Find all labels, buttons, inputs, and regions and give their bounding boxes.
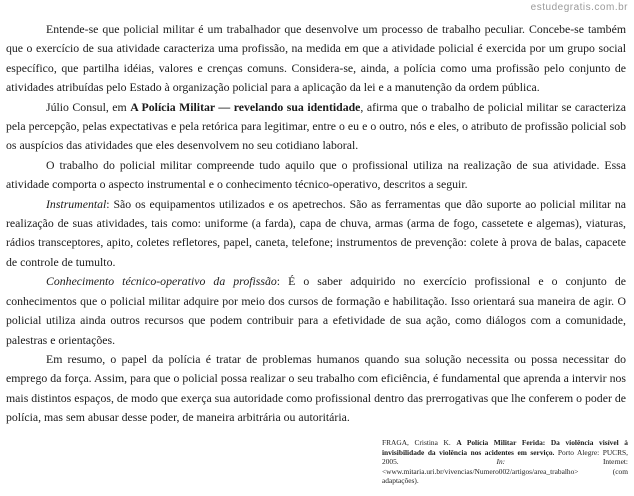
- watermark: estudegratis.com.br: [530, 2, 628, 13]
- book-title: A Polícia Militar — revelando sua identidade: [130, 99, 361, 114]
- paragraph-5-rest: : É o saber adquirido no exercício profissional e o conjunto de conhecimentos que o policial militar adquire por meio dos cursos de formação e habilitação. Isso orientará sua maneira de agir. O policial utiliza ainda outros recursos que podem contribuir para a efetividade de sua ação, como diálogos com a comunidade, palestras e orientações.: [6, 274, 626, 347]
- reference-pre: FRAGA, Cristina K.: [382, 438, 457, 447]
- reference: [382, 438, 628, 486]
- paragraph-6: Em resumo, o papel da polícia é tratar de problemas humanos quando sua solução necessita ou possa necessitar do emprego da força. Assim, para que o policial possa realizar o seu trabalho com eficiência, é fundamental que aprenda a intervir nos mais distintos espaços, de modo que exerça sua autoridade como profissional dentro das prerrogativas que lhe conferem o poder de polícia, mas sem abusar desse poder, de maneira arbitrária ou autoritária.: [6, 351, 626, 425]
- paragraph-2: [6, 98, 626, 156]
- paragraph-2-pre: Júlio Consul, em: [46, 99, 131, 114]
- reference-post: Internet: <www.mitaria.uri.br/vivencias/Numero002/artigos/area_trabalho> (com adaptações).: [382, 457, 628, 486]
- reference-title: A Polícia Militar Ferida: Da violência visível à invisibilidade da violência nos acidentes em serviço.: [382, 438, 629, 457]
- paragraph-1: Entende-se que policial militar é um trabalhador que desenvolve um processo de trabalho peculiar. Concebe-se também que o exercício de sua atividade caracteriza uma profissão, na medida em que a atividade policial é exercida por um grupo social específico, que partilha idéias, valores e crenças comuns. Considera-se, ainda, a polícia como uma profissão pelo conjunto de atividades atribuídas pelo Estado à organização policial para a aplicação da lei e a manutenção da ordem pública.: [6, 22, 626, 95]
- term-conhecimento: Conhecimento técnico-operativo da profissão: [46, 274, 277, 289]
- paragraph-4-rest: : São os equipamentos utilizados e os apetrechos. São as ferramentas que dão suporte ao policial militar na realização de suas atividades, tais como: uniforme (a farda), capa de chuva, armas (arma de fogo, cassetete e algemas), viaturas, rádios transceptores, apito, coletes refletores, papel, caneta, telefone; instrumentos de prevenção: colete à prova de balas, capacete de controle de tumulto.: [6, 196, 626, 269]
- article-body: [6, 20, 626, 428]
- paragraph-3: O trabalho do policial militar compreende tudo aquilo que o profissional utiliza na realização de sua atividade. Essa atividade comporta o aspecto instrumental e o conhecimento técnico-operativo, descritos a seguir.: [6, 157, 626, 192]
- reference-in: In:: [496, 457, 506, 467]
- paragraph-5: [6, 272, 626, 350]
- paragraph-2-post: , afirma que o trabalho de policial militar se caracteriza pela percepção, pelas expectativas e pela retórica para legitimar, entre o eu e o outro, nós e eles, o atributo de profissão policial sob os auspícios das atividades que eles desenvolvem no seu cotidiano laboral.: [6, 99, 626, 153]
- term-instrumental: Instrumental: [46, 196, 107, 211]
- paragraph-4: [6, 195, 626, 273]
- reference-mid: Porto Alegre: PUCRS, 2005.: [382, 447, 628, 467]
